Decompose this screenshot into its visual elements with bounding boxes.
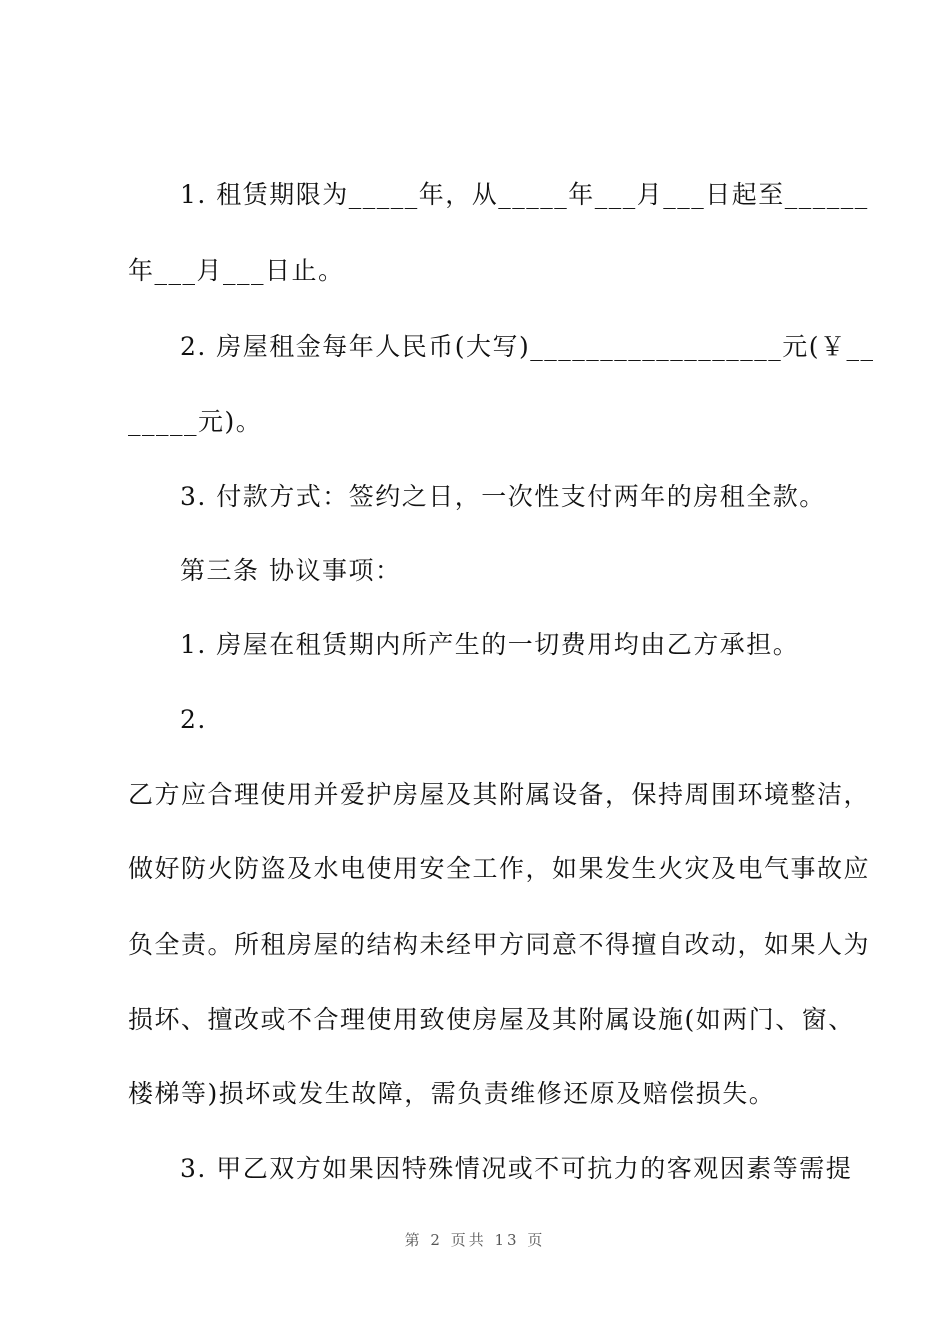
page-number-footer: 第 2 页共 13 页 — [404, 1231, 546, 1249]
text-line: 年___月___日止。 — [128, 256, 345, 285]
text-line: 2. — [180, 705, 207, 734]
text-line: 做好防火防盗及水电使用安全工作，如果发生火灾及电气事故应 — [128, 854, 871, 883]
text-line: 3. 甲乙双方如果因特殊情况或不可抗力的客观因素等需提 — [180, 1154, 853, 1183]
text-line: _____元)。 — [128, 407, 263, 436]
text-line: 损坏、擅改或不合理使用致使房屋及其附属设施(如两门、窗、 — [128, 1005, 855, 1034]
text-line: 乙方应合理使用并爱护房屋及其附属设备，保持周围环境整洁， — [128, 780, 871, 809]
section-heading: 第三条 协议事项： — [180, 556, 402, 585]
text-line: 2. 房屋租金每年人民币(大写)__________________元(￥__ — [180, 332, 875, 361]
text-line: 楼梯等)损坏或发生故障，需负责维修还原及赔偿损失。 — [128, 1079, 776, 1108]
text-line: 1. 租赁期限为_____年，从_____年___月___日起至______ — [180, 180, 869, 209]
text-line: 3. 付款方式：签约之日，一次性支付两年的房租全款。 — [180, 482, 826, 511]
text-line: 负全责。所租房屋的结构未经甲方同意不得擅自改动，如果人为 — [128, 930, 871, 959]
text-line: 1. 房屋在租赁期内所产生的一切费用均由乙方承担。 — [180, 630, 800, 659]
